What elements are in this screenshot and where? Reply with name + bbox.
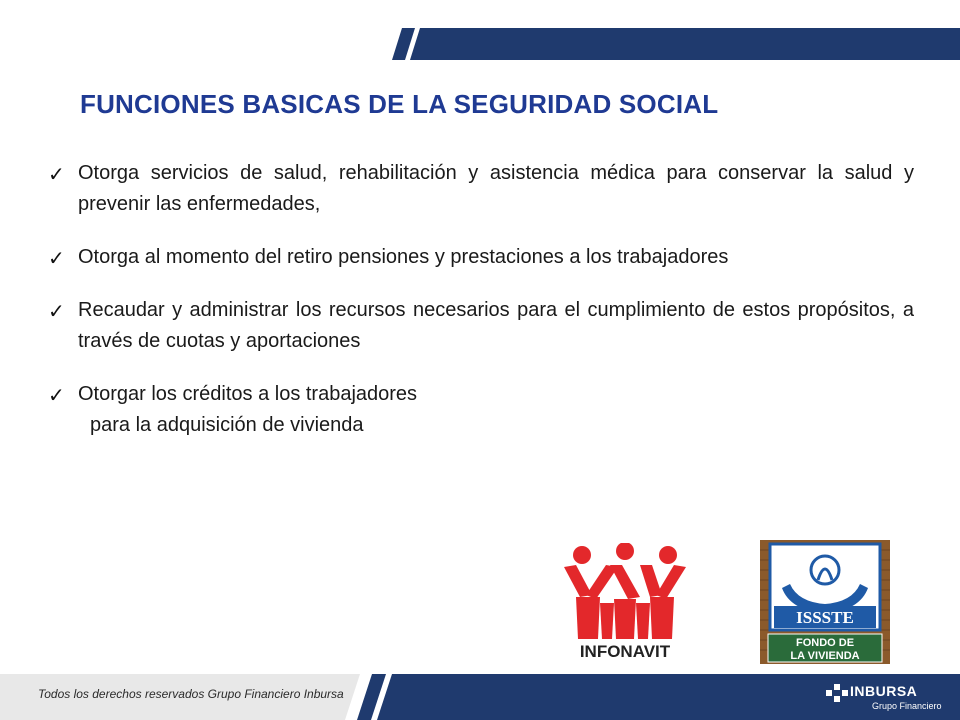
- inbursa-brand-name: INBURSA: [850, 683, 918, 699]
- slide-title: FUNCIONES BASICAS DE LA SEGURIDAD SOCIAL: [80, 89, 719, 119]
- bullet-text: Recaudar y administrar los recursos necesarios para el cumplimiento de estos propósitos, a través de cuotas y aportaciones: [78, 299, 914, 352]
- bullet-subline: para la adquisición de vivienda: [90, 414, 364, 436]
- bullet-text: Otorga servicios de salud, rehabilitación y asistencia médica para conservar la salud y prevenir las enfermedades,: [78, 162, 914, 215]
- issste-fondo-vivienda-logo: [760, 540, 890, 664]
- checkmark-icon: ✓: [48, 164, 65, 186]
- checkmark-icon: ✓: [48, 385, 65, 407]
- bullet-item: [48, 158, 914, 220]
- bullet-text: Otorga al momento del retiro pensiones y prestaciones a los trabajadores: [78, 246, 729, 268]
- infonavit-logo: [562, 543, 688, 661]
- top-header-band: [0, 0, 960, 60]
- inbursa-brand-subtitle: Grupo Financiero: [872, 701, 942, 711]
- issste-banner-line2: LA VIVIENDA: [790, 650, 860, 662]
- issste-wordmark: ISSSTE: [796, 608, 854, 627]
- checkmark-icon: ✓: [48, 248, 65, 270]
- bullet-list: [48, 158, 914, 463]
- issste-banner-line1: FONDO DE: [795, 637, 855, 649]
- footer-copyright: Todos los derechos reservados Grupo Financiero Inbursa: [38, 687, 344, 701]
- bullet-item: [48, 295, 914, 357]
- infonavit-wordmark: INFONAVIT: [579, 642, 671, 661]
- bullet-item: [48, 242, 914, 273]
- bullet-item: [48, 379, 914, 441]
- bullet-text: Otorgar los créditos a los trabajadores: [78, 383, 418, 405]
- checkmark-icon: ✓: [48, 301, 65, 323]
